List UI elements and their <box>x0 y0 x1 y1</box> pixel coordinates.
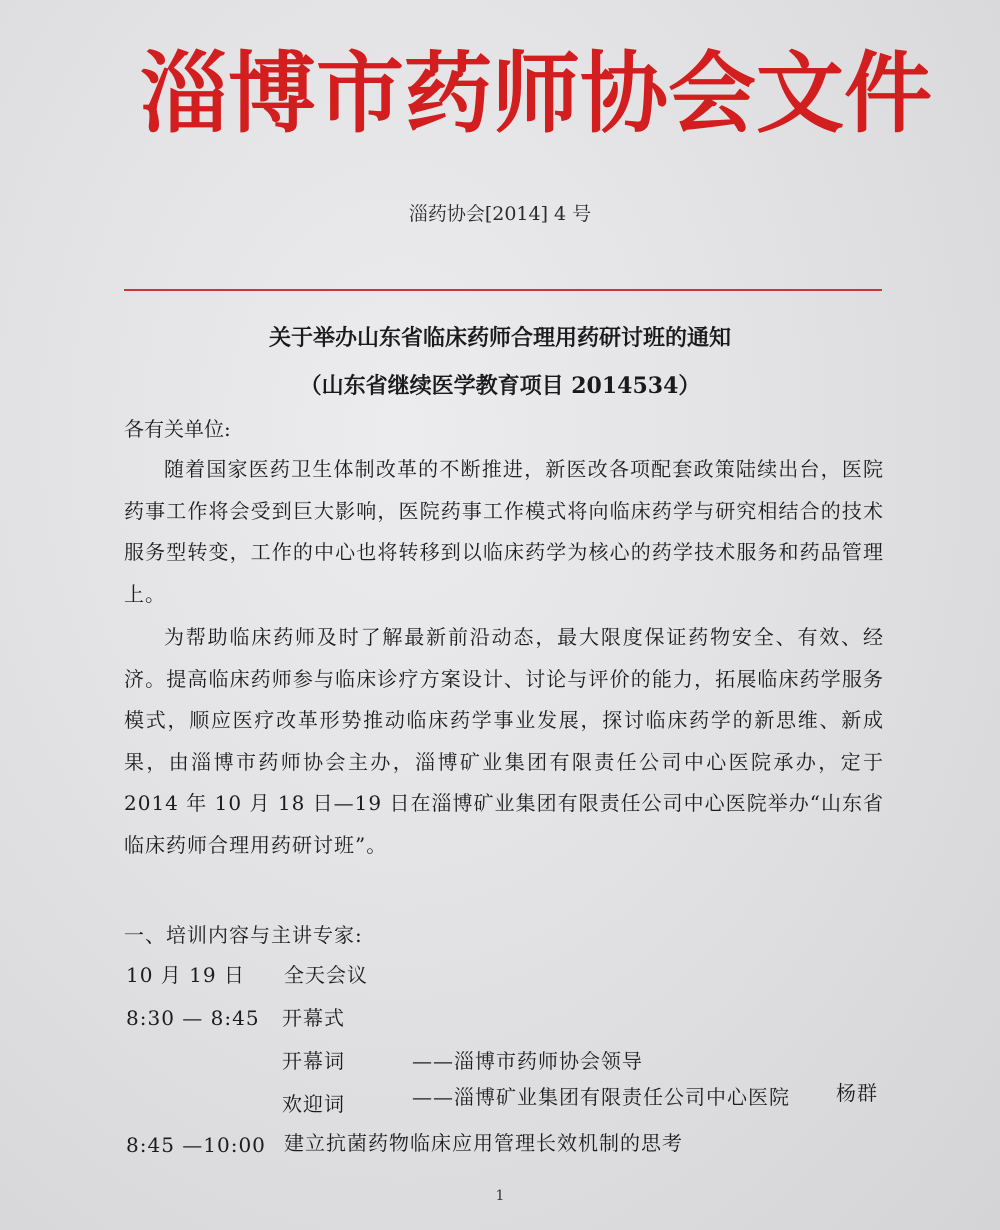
schedule-date-note: 全天会议 <box>284 963 368 987</box>
body-paragraph-2: 为帮助临床药师及时了解最新前沿动态，最大限度保证药物安全、有效、经济。提高临床药师参与临床诊疗方案设计、讨论与评价的能力，拓展临床药学服务模式，顺应医疗改革形势推动临床药学事业发展，探讨临床药学的新思维、新成果，由淄博市药师协会主办，淄博矿业集团有限责任公司中心医院承办，定于2014 年 10 月 18 日—19 日在淄博矿业集团有限责任公司中心医院举办“山东省临床药师合理用药研讨班”。 <box>124 625 884 857</box>
schedule-sub-label: 开幕词 <box>282 1049 345 1073</box>
document-number: 淄药协会[2014] 4 号 <box>408 203 592 225</box>
schedule-item-title: 建立抗菌药物临床应用管理长效机制的思考 <box>284 1131 683 1155</box>
notice-subtitle: （山东省继续医学教育项目 2014534） <box>299 373 701 399</box>
salutation: 各有关单位: <box>124 417 231 441</box>
schedule-sub-label: 欢迎词 <box>282 1092 345 1116</box>
schedule-time: 8:30 — 8:45 <box>126 1006 260 1030</box>
notice-title: 关于举办山东省临床药师合理用药研讨班的通知 <box>268 325 731 351</box>
schedule-item-title: 开幕式 <box>282 1006 345 1030</box>
schedule-sub-detail: ——淄博市药师协会领导 <box>412 1049 643 1073</box>
schedule-date: 10 月 19 日 <box>126 963 245 987</box>
schedule-sub-detail: ——淄博矿业集团有限责任公司中心医院 <box>412 1085 790 1109</box>
body-paragraph-1: 随着国家医药卫生体制改革的不断推进，新医改各项配套政策陆续出台，医院药事工作将会受到巨大影响，医院药事工作模式将向临床药学与研究相结合的技术服务型转变，工作的中心也将转移到以临床药学为核心的药学技术服务和药品管理上。 <box>124 457 884 606</box>
section-heading-training: 一、培训内容与主讲专家: <box>124 923 363 947</box>
page-number: 1 <box>495 1188 505 1204</box>
schedule-speaker: 杨群 <box>836 1081 878 1105</box>
red-divider-line <box>124 289 882 291</box>
schedule-time: 8:45 —10:00 <box>126 1133 266 1157</box>
document-masthead: 淄博市药师协会文件 <box>140 41 933 145</box>
